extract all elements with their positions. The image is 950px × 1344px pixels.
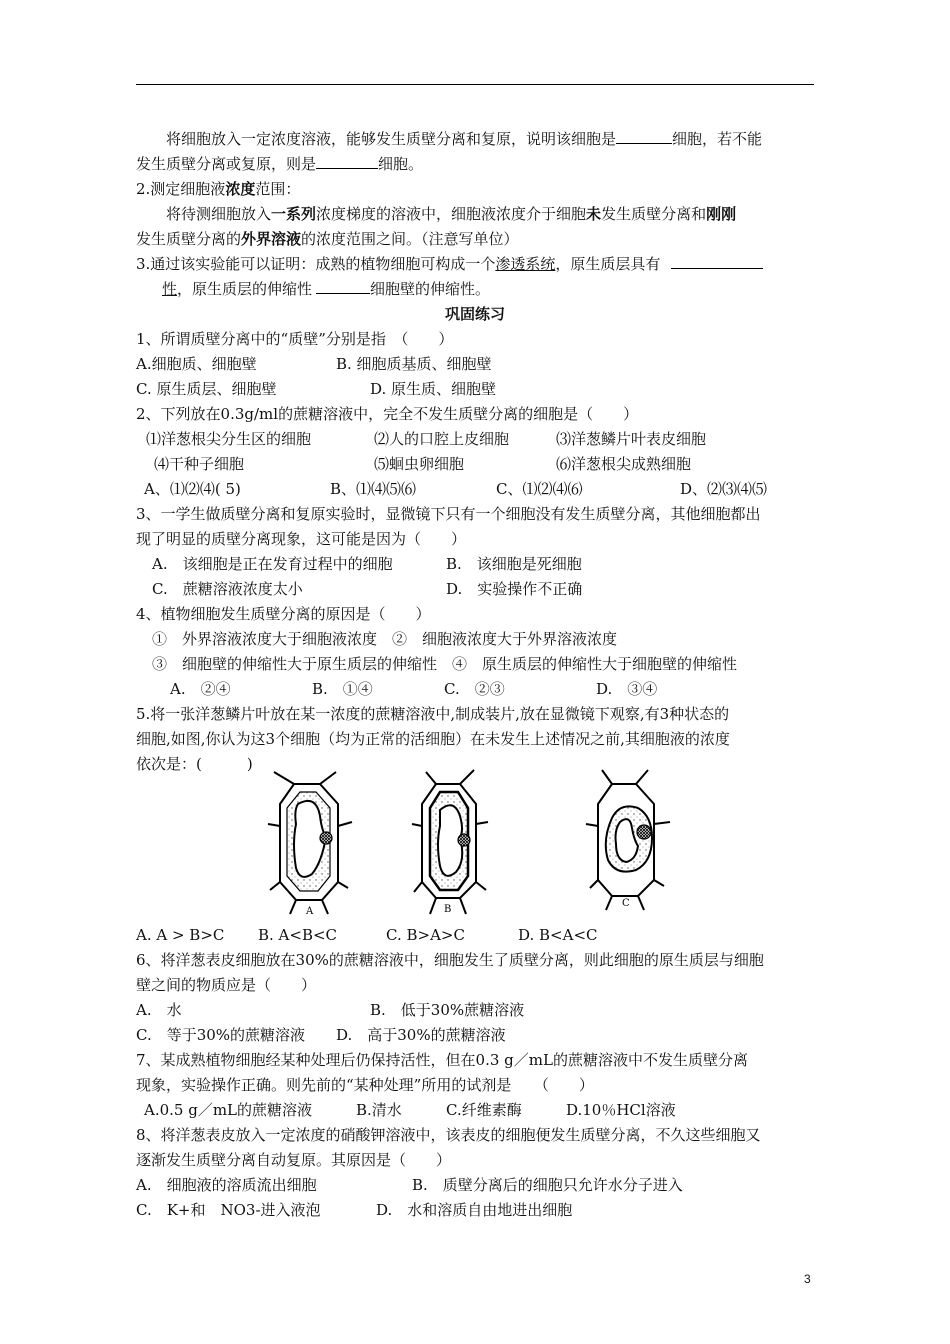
q1-option-d: D. 原生质、细胞壁 <box>370 380 497 398</box>
cell-c-label: C <box>622 898 630 909</box>
q7-option-d: D.10％HCl溶液 <box>566 1101 676 1119</box>
q3-option-d: D. 实验操作不正确 <box>446 580 583 598</box>
cell-b-label: B <box>444 904 452 915</box>
cell-c <box>586 770 670 910</box>
q1-option-b: B. 细胞质基质、细胞壁 <box>336 355 492 373</box>
intro-text: 范围： <box>255 180 301 198</box>
section-title: 巩固练习 <box>444 305 505 323</box>
q4-option-c: C. ②③ <box>444 680 505 698</box>
q3-stem-2: 现了明显的质壁分离现象，这可能是因为（ ） <box>136 530 467 548</box>
bold-text: 外界溶液 <box>241 230 302 248</box>
q4-option-a: A. ②④ <box>170 680 231 698</box>
q5-option-b: B. A<B<C <box>258 926 338 944</box>
bold-text: 未 <box>586 205 602 223</box>
q3-option-c: C. 蔗糖溶液浓度太小 <box>152 580 303 598</box>
intro-text: 细胞。 <box>378 155 424 173</box>
intro-text: 3.通过该实验能可以证明：成熟的植物细胞可构成一个 <box>136 255 496 273</box>
blank <box>616 129 672 144</box>
underlined-text: 渗透系统 <box>495 255 556 273</box>
q2-item-2: ⑵人的口腔上皮细胞 <box>374 430 510 448</box>
q5-option-c: C. B>A>C <box>386 926 465 944</box>
header-rule <box>136 84 814 85</box>
q8-stem-1: 8、将洋葱表皮放入一定浓度的硝酸钾溶液中，该表皮的细胞便发生质壁分离，不久这些细胞又 <box>136 1126 761 1144</box>
blank <box>316 279 370 294</box>
intro-line-3 <box>136 178 300 200</box>
q2-option-d: D、⑵⑶⑷⑸ <box>680 480 768 498</box>
q7-stem-2: 现象，实验操作正确。则先前的“某种处理”所用的试剂是 （ ） <box>136 1076 594 1094</box>
blank <box>316 154 378 169</box>
q3-option-a: A. 该细胞是正在发育过程中的细胞 <box>152 555 393 573</box>
q1-option-c: C. 原生质层、细胞壁 <box>136 380 277 398</box>
intro-text: 发生质壁分离和 <box>601 205 707 223</box>
intro-text: 细胞，若不能 <box>672 130 763 148</box>
q8-stem-2: 逐渐发生质壁分离自动复原。其原因是（ ） <box>136 1151 452 1169</box>
intro-text: 将待测细胞放入 <box>166 205 272 223</box>
intro-text: 2.测定细胞液 <box>136 180 226 198</box>
intro-line-5 <box>136 228 519 250</box>
q3-option-b: B. 该细胞是死细胞 <box>446 555 582 573</box>
q2-option-a: A、⑴⑵⑷( 5) <box>144 480 241 498</box>
q7-option-a: A.0.5 g／mL的蔗糖溶液 <box>144 1101 313 1119</box>
q7-option-b: B.清水 <box>356 1101 402 1119</box>
underlined-text: 性 <box>162 280 178 298</box>
q5-option-a: A. A > B>C <box>136 926 225 944</box>
intro-text: 将细胞放入一定浓度溶液，能够发生质壁分离和复原，说明该细胞是 <box>166 130 617 148</box>
bold-text: 浓度 <box>225 180 256 198</box>
intro-line-4 <box>166 203 736 225</box>
q2-item-5: ⑸蛔虫卵细胞 <box>374 455 465 473</box>
q2-stem: 2、下列放在0.3g/ml的蔗糖溶液中，完全不发生质壁分离的细胞是（ ） <box>136 405 639 423</box>
q2-item-6: ⑹洋葱根尖成熟细胞 <box>556 455 692 473</box>
q8-option-a: A. 细胞液的溶质流出细胞 <box>136 1176 317 1194</box>
q1-stem: 1、所谓质壁分离中的“质壁”分别是指 （ ） <box>136 330 454 348</box>
q2-item-4: ⑷干种子细胞 <box>154 455 245 473</box>
intro-text: 发生质壁分离或复原，则是 <box>136 155 317 173</box>
q4-stem: 4、植物细胞发生质壁分离的原因是（ ） <box>136 605 431 623</box>
q4-option-b: B. ①④ <box>312 680 373 698</box>
q4-statement-2: ③ 细胞壁的伸缩性大于原生质层的伸缩性 ④ 原生质层的伸缩性大于细胞壁的伸缩性 <box>152 655 738 673</box>
intro-line-7 <box>162 278 490 300</box>
cell-a <box>268 772 352 914</box>
q4-statement-1: ① 外界溶液浓度大于细胞液浓度 ② 细胞液浓度大于外界溶液浓度 <box>152 630 618 648</box>
q5-stem-2: 细胞,如图,你认为这3个细胞（均为正常的活细胞）在未发生上述情况之前,其细胞液的浓度 <box>136 730 730 748</box>
intro-line-2 <box>136 153 423 175</box>
q3-stem-1: 3、一学生做质壁分离和复原实验时，显微镜下只有一个细胞没有发生质壁分离，其他细胞都出 <box>136 505 761 523</box>
page-number: 3 <box>804 1272 811 1286</box>
q6-option-c: C. 等于30%的蔗糖溶液 <box>136 1026 306 1044</box>
q8-option-b: B. 质壁分离后的细胞只允许水分子进入 <box>412 1176 683 1194</box>
q5-stem-1: 5.将一张洋葱鳞片叶放在某一浓度的蔗糖溶液中,制成装片,放在显微镜下观察,有3种状态的 <box>136 705 730 723</box>
q6-option-a: A. 水 <box>136 1001 182 1019</box>
q2-item-1: ⑴洋葱根尖分生区的细胞 <box>146 430 312 448</box>
intro-text: 细胞壁的伸缩性。 <box>370 280 491 298</box>
intro-text: 的浓度范围之间。（注意写单位） <box>301 230 519 248</box>
blank <box>671 254 763 269</box>
q4-option-d: D. ③④ <box>596 680 658 698</box>
q6-stem-2: 壁之间的物质应是（ ） <box>136 976 317 994</box>
q6-option-b: B. 低于30%蔗糖溶液 <box>370 1001 525 1019</box>
q8-option-c: C. K+和 NO3-进入液泡 <box>136 1201 321 1219</box>
cell-b <box>412 770 488 914</box>
q7-stem-1: 7、某成熟植物细胞经某种处理后仍保持活性，但在0.3 g／mL的蔗糖溶液中不发生质壁分离 <box>136 1051 748 1069</box>
q2-option-c: C、⑴⑵⑷⑹ <box>496 480 583 498</box>
bold-text: 一系列 <box>271 205 317 223</box>
intro-line-6 <box>136 253 763 275</box>
intro-text: 发生质壁分离的 <box>136 230 242 248</box>
intro-text: ，原生质层的伸缩性 <box>177 280 313 298</box>
cell-diagram-figure <box>260 764 690 924</box>
cell-a-label: A <box>306 906 314 917</box>
intro-text: 浓度梯度的溶液中，细胞液浓度介于细胞 <box>316 205 587 223</box>
q2-option-b: B、⑴⑷⑸⑹ <box>330 480 417 498</box>
q7-option-c: C.纤维素酶 <box>446 1101 522 1119</box>
q2-item-3: ⑶洋葱鳞片叶表皮细胞 <box>556 430 707 448</box>
intro-line-1 <box>166 128 762 150</box>
q5-stem-3: 依次是：( ) <box>136 755 253 773</box>
intro-text: ，原生质层具有 <box>555 255 661 273</box>
q5-option-d: D. B<A<C <box>518 926 598 944</box>
q8-option-d: D. 水和溶质自由地进出细胞 <box>376 1201 573 1219</box>
q6-option-d: D. 高于30%的蔗糖溶液 <box>336 1026 506 1044</box>
q6-stem-1: 6、将洋葱表皮细胞放在30%的蔗糖溶液中，细胞发生了质壁分离，则此细胞的原生质层与细胞 <box>136 951 764 969</box>
q1-option-a: A.细胞质、细胞壁 <box>136 355 257 373</box>
bold-text: 刚刚 <box>706 205 737 223</box>
